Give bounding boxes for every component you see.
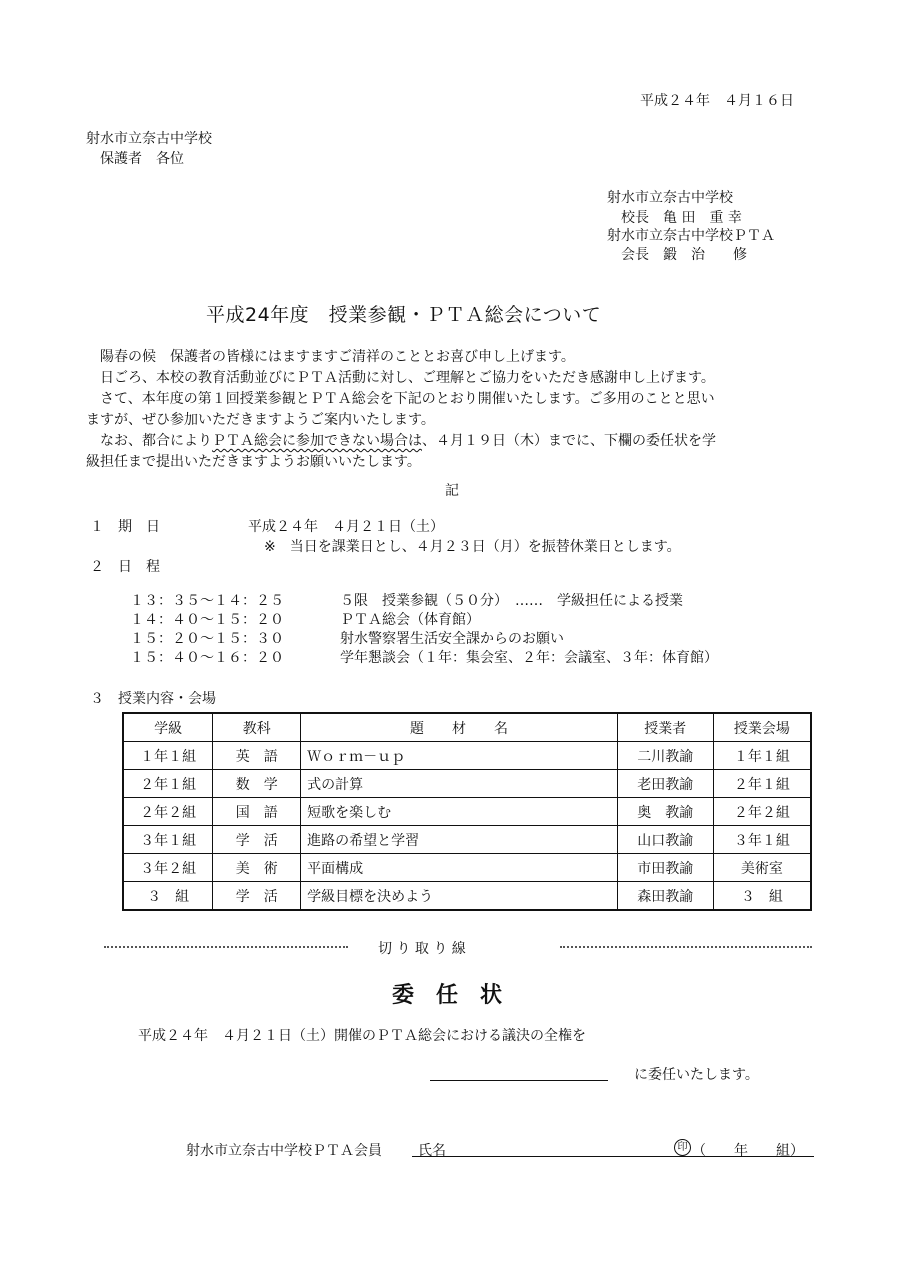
cell-teacher: 山口教諭 bbox=[617, 826, 713, 854]
proxy-title: 委 任 状 bbox=[392, 983, 503, 1008]
schedule-item bbox=[130, 592, 718, 611]
schedule-item bbox=[130, 630, 718, 649]
cell-teacher: 市田教諭 bbox=[617, 854, 713, 882]
cell-teacher: 森田教諭 bbox=[617, 882, 713, 911]
table-header-row bbox=[123, 713, 811, 742]
body-line: ますが、ぜひ参加いただきますようご案内いたします。 bbox=[86, 412, 435, 428]
cell-class: ３年２組 bbox=[123, 854, 213, 882]
schedule-item bbox=[130, 611, 718, 630]
schedule-desc: 学年懇談会（１年：集会室、２年：会議室、３年：体育館） bbox=[340, 650, 718, 666]
grade-class-field: （ 年 組） bbox=[692, 1143, 804, 1159]
cell-class: ３年１組 bbox=[123, 826, 213, 854]
cell-teacher: 奥 教諭 bbox=[617, 798, 713, 826]
schedule-desc: 射水警察署生活安全課からのお願い bbox=[340, 631, 564, 647]
emphasized-notice: ＰＴＡ総会に参加できない場合は bbox=[212, 433, 422, 449]
section1-label: １ 期 日 bbox=[90, 519, 160, 535]
body-line: さて、本年度の第１回授業参観とＰＴＡ総会を下記のとおり開催いたします。ご多用のことと思い bbox=[100, 391, 715, 407]
cell-class: ３ 組 bbox=[123, 882, 213, 911]
cell-venue: ３年１組 bbox=[713, 826, 811, 854]
page-title: 平成24年度 授業参観・ＰＴＡ総会について bbox=[206, 304, 602, 326]
cut-line-label: 切 り 取 り 線 bbox=[378, 941, 466, 957]
header-topic: 題 材 名 bbox=[301, 713, 618, 742]
cell-venue: 美術室 bbox=[713, 854, 811, 882]
table-row bbox=[123, 742, 811, 770]
table-row bbox=[123, 854, 811, 882]
proxy-statement: 平成２４年 ４月２１日（土）開催のＰＴＡ総会における議決の全権を bbox=[138, 1028, 586, 1044]
body-text: なお、都合により bbox=[100, 433, 212, 449]
body-line: 日ごろ、本校の教育活動並びにＰＴＡ活動に対し、ご理解とご協力をいただき感謝申し上げます。 bbox=[100, 370, 715, 386]
cell-teacher: 二川教諭 bbox=[617, 742, 713, 770]
schedule-list bbox=[130, 592, 718, 668]
body-line: 陽春の候 保護者の皆様にはますますご清祥のこととお喜び申し上げます。 bbox=[100, 349, 575, 365]
cell-topic: 学級目標を決めよう bbox=[301, 882, 618, 911]
cell-venue: ２年１組 bbox=[713, 770, 811, 798]
table-row bbox=[123, 882, 811, 911]
schedule-item bbox=[130, 649, 718, 668]
section1-date: 平成２４年 ４月２１日（土） bbox=[248, 519, 444, 535]
cell-subject: 学 活 bbox=[213, 826, 301, 854]
schedule-time: １４：４０～１５：２０ bbox=[130, 612, 284, 628]
body-text: 、４月１９日（木）までに、下欄の委任状を学 bbox=[422, 433, 716, 449]
greeting-body bbox=[86, 347, 716, 473]
addressee-school: 射水市立奈古中学校 bbox=[86, 131, 212, 147]
cell-topic: 式の計算 bbox=[301, 770, 618, 798]
cell-class: ２年２組 bbox=[123, 798, 213, 826]
sender-school: 射水市立奈古中学校 bbox=[607, 190, 733, 206]
cell-subject: 国 語 bbox=[213, 798, 301, 826]
schedule-desc: ５限 授業参観（５０分） …… 学級担任による授業 bbox=[340, 593, 683, 609]
cell-subject: 学 活 bbox=[213, 882, 301, 911]
cell-venue: １年１組 bbox=[713, 742, 811, 770]
document-date: 平成２４年 ４月１６日 bbox=[640, 93, 794, 109]
header-subject: 教科 bbox=[213, 713, 301, 742]
sender-principal: 校長 亀 田 重 幸 bbox=[621, 210, 742, 226]
header-class: 学級 bbox=[123, 713, 213, 742]
ki-heading: 記 bbox=[445, 483, 459, 499]
cell-subject: 美 術 bbox=[213, 854, 301, 882]
section3-label: ３ 授業内容・会場 bbox=[90, 691, 216, 707]
schedule-time: １３：３５～１４：２５ bbox=[130, 593, 284, 609]
cell-venue: ２年２組 bbox=[713, 798, 811, 826]
cell-topic: Ｗｏｒｍ－ｕｐ bbox=[301, 742, 618, 770]
cut-line-right bbox=[560, 946, 812, 948]
seal-icon: 印 bbox=[674, 1139, 691, 1156]
proxy-delegation: に委任いたします。 bbox=[634, 1067, 759, 1083]
table-row bbox=[123, 770, 811, 798]
cell-teacher: 老田教諭 bbox=[617, 770, 713, 798]
cell-class: １年１組 bbox=[123, 742, 213, 770]
body-line: 級担任まで提出いただきますようお願いいたします。 bbox=[86, 454, 421, 470]
sender-pta-president: 会長 鍛 治 修 bbox=[621, 247, 747, 263]
cut-line-left bbox=[104, 946, 348, 948]
section2-label: ２ 日 程 bbox=[90, 559, 160, 575]
section1-note: ※ 当日を課業日とし、４月２３日（月）を振替休業日とします。 bbox=[264, 539, 681, 555]
cell-topic: 進路の希望と学習 bbox=[301, 826, 618, 854]
cell-topic: 短歌を楽しむ bbox=[301, 798, 618, 826]
sender-pta: 射水市立奈古中学校ＰＴＡ bbox=[607, 228, 775, 244]
delegate-name-field[interactable] bbox=[430, 1080, 608, 1081]
schedule-desc: ＰＴＡ総会（体育館） bbox=[340, 612, 480, 628]
body-line-notice bbox=[86, 431, 716, 452]
name-label: 氏名 bbox=[418, 1143, 446, 1159]
member-label: 射水市立奈古中学校ＰＴＡ会員 bbox=[186, 1143, 382, 1159]
addressee-recipients: 保護者 各位 bbox=[100, 151, 184, 167]
cell-subject: 数 学 bbox=[213, 770, 301, 798]
lesson-table bbox=[122, 712, 812, 911]
table-row bbox=[123, 826, 811, 854]
cell-topic: 平面構成 bbox=[301, 854, 618, 882]
table-row bbox=[123, 798, 811, 826]
schedule-time: １５：４０～１６：２０ bbox=[130, 650, 284, 666]
header-teacher: 授業者 bbox=[617, 713, 713, 742]
cell-venue: ３ 組 bbox=[713, 882, 811, 911]
schedule-time: １５：２０～１５：３０ bbox=[130, 631, 284, 647]
cell-subject: 英 語 bbox=[213, 742, 301, 770]
header-venue: 授業会場 bbox=[713, 713, 811, 742]
cell-class: ２年１組 bbox=[123, 770, 213, 798]
